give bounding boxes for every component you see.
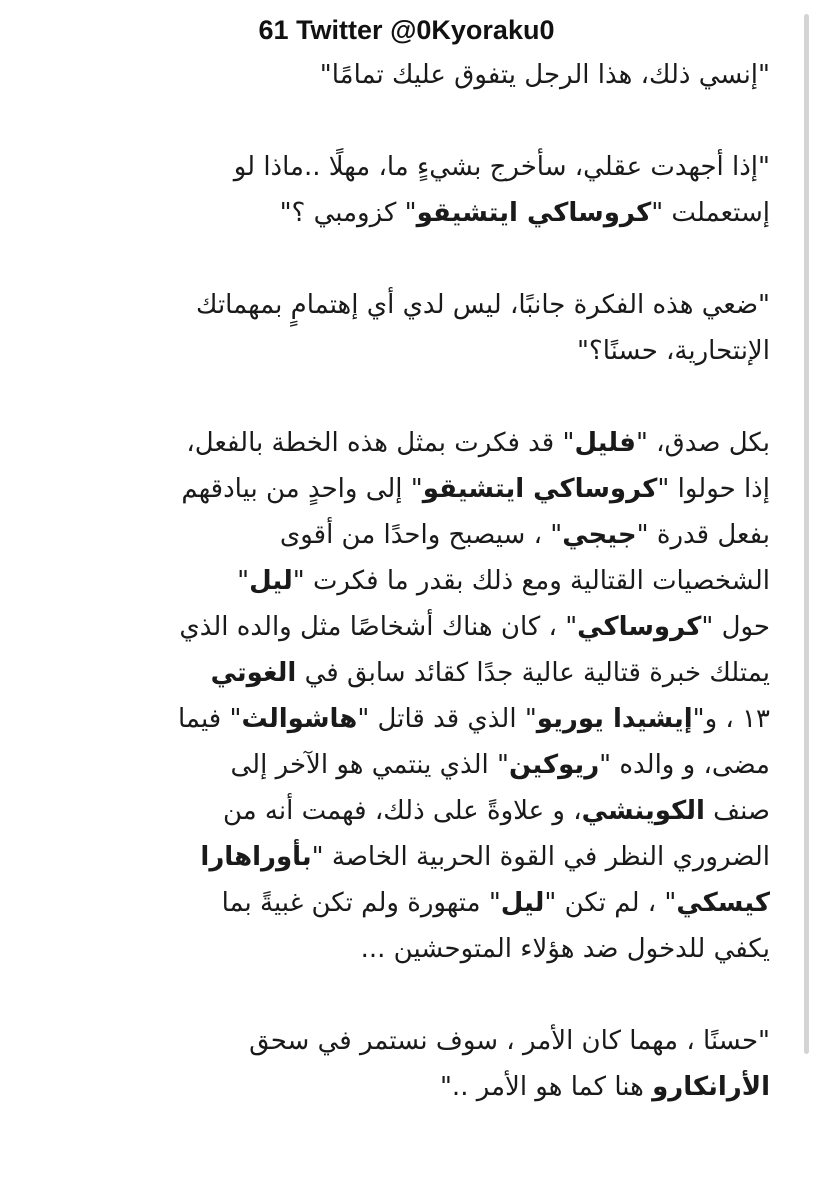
- text-line: [40, 1018, 770, 1064]
- bold-name: الغوتي: [210, 658, 297, 688]
- header-title: 61 Twitter @0Kyoraku0: [258, 15, 555, 45]
- text-segment: " ، لم تكن ": [544, 888, 677, 918]
- text-segment: " متهورة ولم تكن غبيةً بما: [221, 888, 501, 918]
- translation-text: [40, 52, 770, 1110]
- text-line: [40, 466, 770, 512]
- text-line: [40, 788, 770, 834]
- text-line: [40, 1064, 770, 1110]
- paragraph: [40, 282, 770, 374]
- text-line: [40, 558, 770, 604]
- bold-name: هاشوالث: [241, 704, 358, 734]
- text-segment: " إلى واحدٍ من بيادقهم: [181, 474, 423, 504]
- text-segment: "حسنًا ، مهما كان الأمر ، سوف نستمر في سحق: [249, 1026, 770, 1056]
- text-line: [40, 604, 770, 650]
- text-segment: ، و علاوةً على ذلك، فهمت أنه من: [222, 796, 582, 826]
- text-line: [40, 742, 770, 788]
- text-line: [40, 420, 770, 466]
- text-line: [40, 696, 770, 742]
- paragraph: [40, 1018, 770, 1110]
- text-segment: " الذي ينتمي هو الآخر إلى: [230, 750, 509, 780]
- bold-name: الأرانكارو: [652, 1072, 770, 1102]
- text-segment: مضى، و والده ": [599, 750, 770, 780]
- text-segment: ١٣ ، و": [692, 704, 770, 734]
- paragraph: [40, 420, 770, 972]
- text-segment: إذا حولوا ": [657, 474, 770, 504]
- text-segment: " قد فكرت بمثل هذه الخطة بالفعل،: [186, 428, 575, 458]
- text-segment: "إنسي ذلك، هذا الرجل يتفوق عليك تمامًا": [319, 60, 770, 90]
- text-line: [40, 880, 770, 926]
- text-line: [40, 512, 770, 558]
- text-segment: صنف: [704, 796, 770, 826]
- page-header: [0, 10, 813, 50]
- text-line: [40, 650, 770, 696]
- text-segment: " ، كان هناك أشخاصًا مثل والده الذي: [179, 612, 578, 642]
- text-line: [40, 282, 770, 328]
- text-segment: إستعملت ": [651, 198, 770, 228]
- scrollbar[interactable]: [804, 14, 809, 1054]
- text-segment: " فيما: [178, 704, 242, 734]
- text-line: [40, 144, 770, 190]
- text-segment: بكل صدق، ": [635, 428, 770, 458]
- bold-name: جيجي: [562, 520, 637, 550]
- bold-name: إيشيدا يوريو: [536, 704, 693, 734]
- text-segment: " الذي قد قاتل ": [357, 704, 537, 734]
- text-segment: "إذا أجهدت عقلي، سأخرج بشيءٍ ما، مهلًا ..ماذا لو: [233, 152, 770, 182]
- bold-name: كروساكي ايتشيقو: [422, 474, 658, 504]
- text-segment: " ، سيصبح واحدًا من أقوى: [279, 520, 563, 550]
- bold-name: فليل: [574, 428, 636, 458]
- text-segment: يكفي للدخول ضد هؤلاء المتوحشين ...: [360, 934, 770, 964]
- bold-name: بأوراهارا: [200, 842, 312, 872]
- text-segment: يمتلك خبرة قتالية عالية جدًا كقائد سابق في: [296, 658, 770, 688]
- paragraph: [40, 144, 770, 236]
- text-segment: " كزومبي ؟": [279, 198, 417, 228]
- bold-name: كروساكي ايتشيقو: [416, 198, 652, 228]
- text-segment: الشخصيات القتالية ومع ذلك بقدر ما فكرت ": [292, 566, 770, 596]
- bold-name: ليل: [500, 888, 545, 918]
- text-line: [40, 328, 770, 374]
- bold-name: ليل: [249, 566, 293, 596]
- paragraph: [40, 52, 770, 98]
- bold-name: ريوكين: [509, 750, 600, 780]
- bold-name: كيسكي: [676, 888, 770, 918]
- text-line: [40, 926, 770, 972]
- text-segment: الضروري النظر في القوة الحربية الخاصة ": [311, 842, 770, 872]
- text-segment: هنا كما هو الأمر ..": [439, 1072, 653, 1102]
- text-line: [40, 52, 770, 98]
- text-segment: حول ": [701, 612, 770, 642]
- text-segment: ": [237, 566, 250, 596]
- text-segment: بفعل قدرة ": [636, 520, 770, 550]
- text-segment: "ضعي هذه الفكرة جانبًا، ليس لدي أي إهتمامٍ بمهماتك: [196, 290, 770, 320]
- text-segment: الإنتحارية، حسنًا؟": [576, 336, 770, 366]
- text-line: [40, 190, 770, 236]
- bold-name: كروساكي: [577, 612, 702, 642]
- bold-name: الكوينشي: [581, 796, 705, 826]
- text-line: [40, 834, 770, 880]
